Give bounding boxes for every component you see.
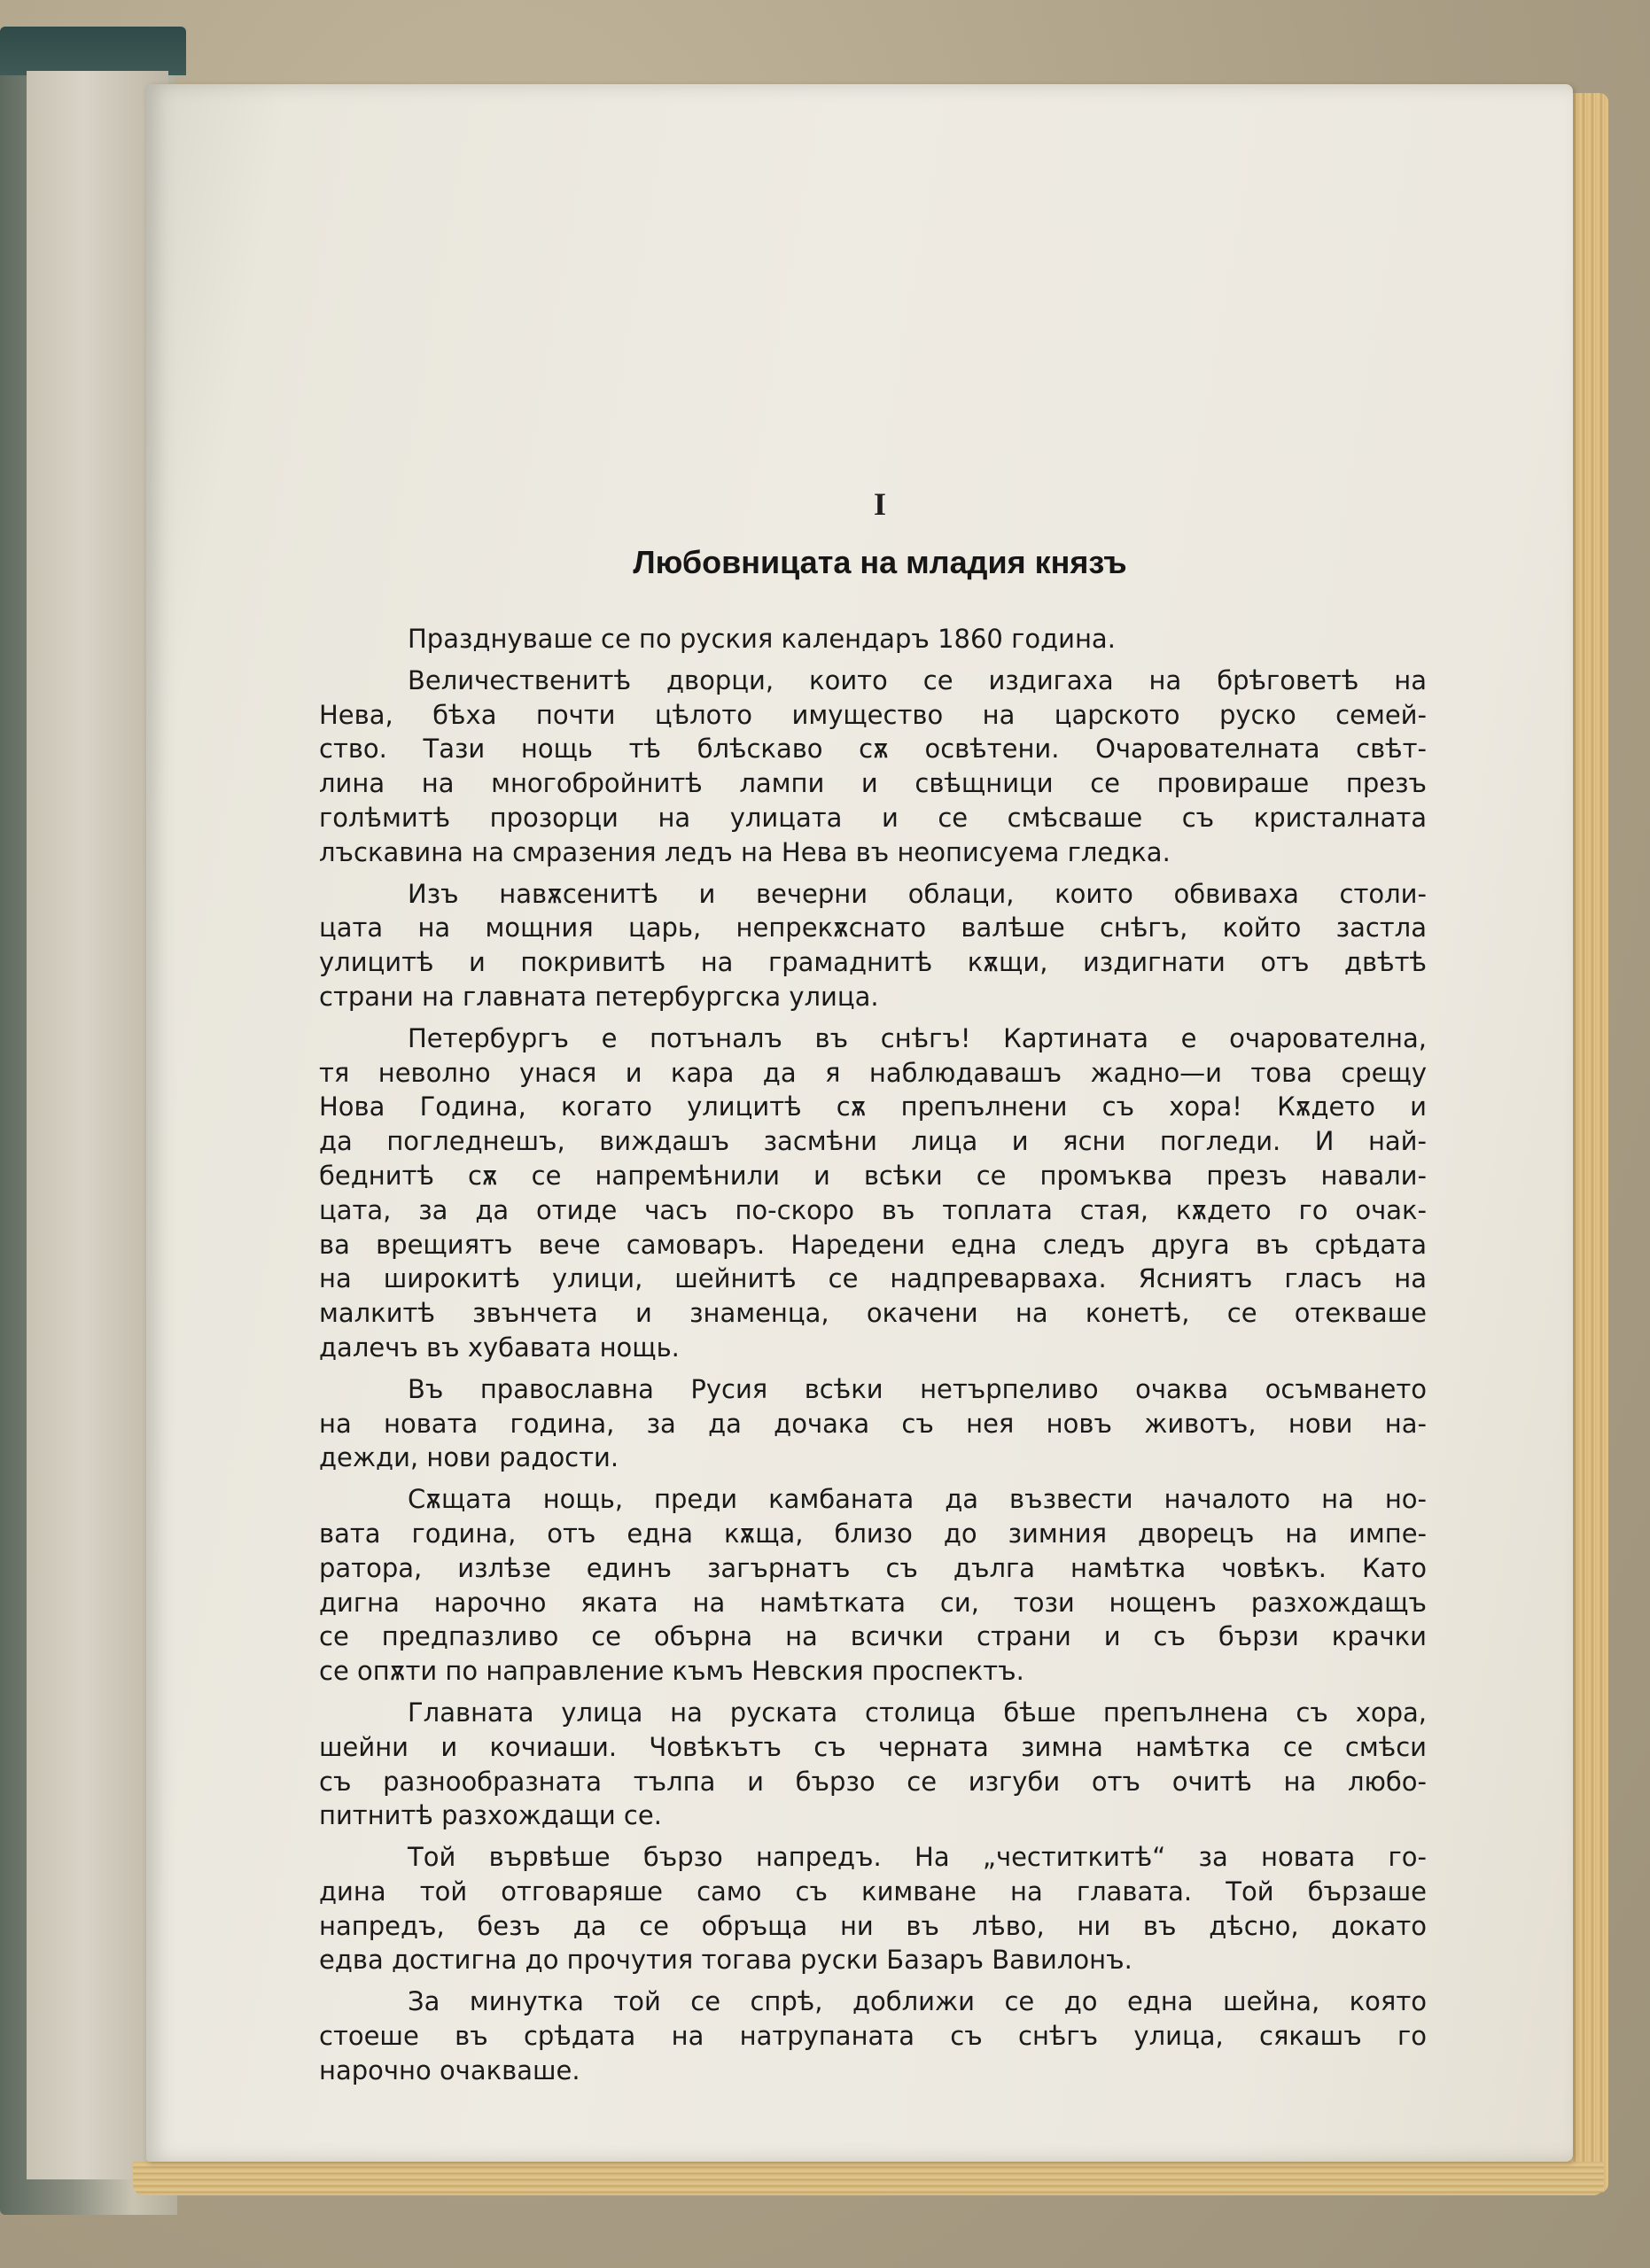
text-line: да погледнешъ, виждашъ засмѣни лица и ясни погледи. И най- — [319, 1126, 1427, 1157]
text-line: Той вървѣше бързо напредъ. На „честиткитѣ“ за новата го- — [408, 1842, 1427, 1873]
text-line: ва врещиятъ вече самоваръ. Наредени една следъ друга въ срѣдата — [319, 1229, 1427, 1260]
text-line: лъскавина на смразения ледъ на Нева въ неописуема гледка. — [319, 836, 1171, 867]
text-line: се опѫти по направление къмъ Невския проспектъ. — [319, 1656, 1024, 1687]
text-line: Нова Година, когато улицитѣ сѫ препълнени съ хора! Кѫдето и — [319, 1091, 1427, 1122]
text-line: на новата година, за да дочака съ нея новъ животъ, нови на- — [319, 1408, 1427, 1439]
text-line: беднитѣ сѫ се напремѣнили и всѣки се промъква презъ навали- — [319, 1160, 1427, 1191]
text-line: съ разнообразната тълпа и бързо се изгуби отъ очитѣ на любо- — [319, 1766, 1427, 1797]
text-line: цата на мощния царь, непрекѫснато валѣше снѣгъ, който застла — [319, 913, 1427, 944]
text-line: малкитѣ звънчета и знаменца, окачени на конетѣ, се отекваше — [319, 1298, 1427, 1329]
text-line: далечъ въ хубавата нощь. — [319, 1332, 680, 1363]
text-line: За минутка той се спрѣ, доближи се до една шейна, която — [408, 1986, 1427, 2017]
text-line: цата, за да отиде часъ по-скоро въ топлата стая, кѫдето го очак- — [319, 1194, 1427, 1225]
text-line: Нева, бѣха почти цѣлото имущество на царското руско семей- — [319, 699, 1427, 730]
text-line: стоеше въ срѣдата на натрупаната съ снѣгъ улица, сякашъ го — [319, 2021, 1427, 2052]
text-line: страни на главната петербургска улица. — [319, 981, 879, 1012]
text-line: тя неволно унася и кара да я наблюдавашъ жадно—и това срещу — [319, 1057, 1427, 1088]
text-line: улицитѣ и покривитѣ на грамаднитѣ кѫщи, издигнати отъ двѣтѣ — [319, 947, 1427, 978]
text-line: се предпазливо се обърна на всички страни и съ бързи крачки — [319, 1621, 1427, 1652]
text-line: Изъ навѫсенитѣ и вечерни облаци, които обвиваха столи- — [408, 878, 1427, 909]
text-line: ратора, излѣзе единъ загърнатъ съ дълга намѣтка човѣкъ. Като — [319, 1552, 1427, 1583]
text-line: лина на многобройнитѣ лампи и свѣщници се провираше презъ — [319, 768, 1427, 799]
text-line: на широкитѣ улици, шейнитѣ се надпреварваха. Ясниятъ гласъ на — [319, 1263, 1427, 1294]
text-line: едва достигна до прочутия тогава руски Базаръ Вавилонъ. — [319, 1945, 1132, 1976]
text-line: шейни и кочиаши. Човѣкътъ съ черната зимна намѣтка се смѣси — [319, 1731, 1427, 1762]
text-line: дигна нарочно яката на намѣтката си, този нощенъ разхождащъ — [319, 1587, 1427, 1618]
chapter-title: Любовницата на младия князъ — [633, 544, 1127, 580]
text-line: напредъ, безъ да се обръща ни въ лѣво, ни въ дѣсно, докато — [319, 1910, 1427, 1941]
text-line: вата година, отъ една кѫща, близо до зимния дворецъ на импе- — [319, 1518, 1427, 1549]
text-line: питнитѣ разхождащи се. — [319, 1800, 662, 1831]
text-line: дина той отговаряше само съ кимване на главата. Той бързаше — [319, 1876, 1427, 1907]
text-line: нарочно очакваше. — [319, 2054, 580, 2085]
text-line: ство. Тази нощь тѣ блѣскаво сѫ освѣтени. Очарователната свѣт- — [319, 734, 1427, 765]
text-line: Сѫщата нощь, преди камбаната да възвести началото на но- — [408, 1484, 1427, 1515]
section-number: I — [874, 486, 887, 522]
text-line: Величественитѣ дворци, които се издигаха на брѣговетѣ на — [408, 664, 1427, 695]
book-cover-corner — [0, 27, 186, 75]
text-line: дежди, нови радости. — [319, 1442, 619, 1473]
page-edges-bottom — [133, 2162, 1604, 2195]
text-line: Петербургъ е потъналъ въ снѣгъ! Картината е очарователна, — [408, 1022, 1427, 1053]
text-line: Главната улица на руската столица бѣше препълнена съ хора, — [408, 1697, 1427, 1728]
text-line: Празднуваше се по руския календаръ 1860 година. — [408, 624, 1116, 654]
text-line: голѣмитѣ прозорци на улицата и се смѣсваше съ кристалната — [319, 802, 1427, 833]
body-text — [319, 622, 1427, 2088]
text-line: Въ православна Русия всѣки нетърпеливо очаква осъмването — [408, 1373, 1427, 1404]
